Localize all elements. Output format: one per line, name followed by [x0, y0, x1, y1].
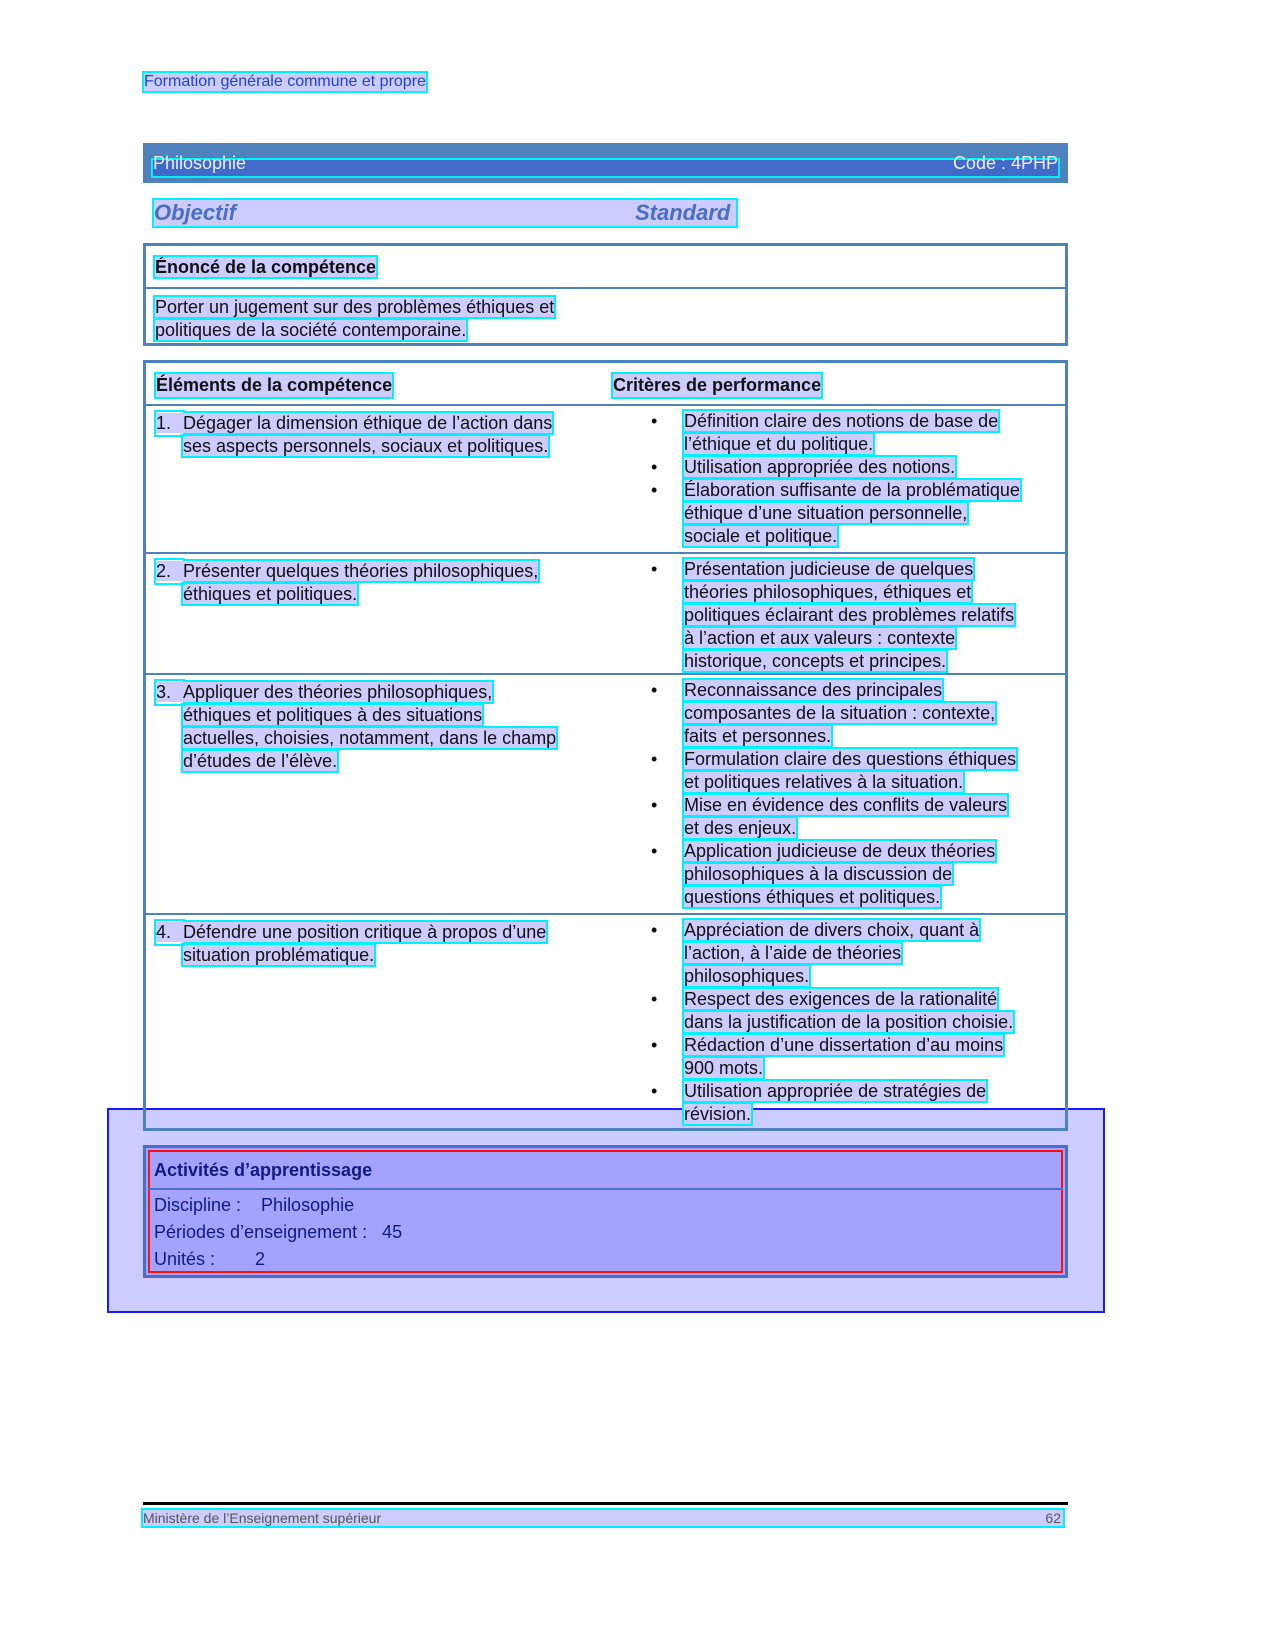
- criterion-text: théories philosophiques, éthiques et: [684, 582, 972, 602]
- criterion-text: Mise en évidence des conflits de valeurs: [684, 795, 1008, 815]
- criterion-item: [651, 456, 1051, 479]
- criterion-text: Respect des exigences de la rationalité: [684, 989, 998, 1009]
- criterion-text: composantes de la situation : contexte,: [684, 703, 996, 723]
- page-number: 62: [1045, 1510, 1061, 1526]
- activities-box: [143, 1145, 1068, 1278]
- criterion-text: 900 mots.: [684, 1058, 764, 1078]
- element-text: Présenter quelques théories philosophiques,: [183, 561, 539, 581]
- criterion-text: Utilisation appropriée de stratégies de: [684, 1081, 987, 1101]
- criterion-text: Application judicieuse de deux théories: [684, 841, 996, 861]
- element-text: ses aspects personnels, sociaux et politiques.: [183, 436, 549, 456]
- table-row: [146, 915, 1065, 1130]
- criterion-item: [651, 840, 1051, 909]
- criterion-item: [651, 919, 1051, 988]
- enonce-line: Porter un jugement sur des problèmes éthiques et: [155, 297, 555, 317]
- periodes-label: Périodes d’enseignement :: [154, 1222, 368, 1242]
- table-row: [146, 675, 1065, 915]
- element-text: actuelles, choisies, notamment, dans le champ: [183, 728, 557, 748]
- enonce-box: [143, 243, 1068, 346]
- footer-ministry: Ministère de l’Enseignement supérieur: [143, 1510, 382, 1526]
- criterion-item: [651, 410, 1051, 456]
- discipline-label: Discipline :: [154, 1195, 242, 1215]
- criterion-item: [651, 1080, 1051, 1126]
- criterion-text: dans la justification de la position choisie.: [684, 1012, 1014, 1032]
- objectif-label: Objectif: [154, 200, 236, 225]
- activities-title: Activités d’apprentissage: [154, 1160, 373, 1180]
- element-number: 2.: [156, 561, 172, 581]
- criterion-text: questions éthiques et politiques.: [684, 887, 941, 907]
- course-name: Philosophie: [153, 153, 247, 173]
- table-row: [146, 406, 1065, 554]
- course-code: Code : 4PHP: [952, 153, 1058, 173]
- criterion-item: [651, 479, 1051, 548]
- standard-label: Standard: [635, 200, 731, 225]
- course-title-bar: [143, 143, 1068, 183]
- element-number: 3.: [156, 682, 172, 702]
- element-text: Dégager la dimension éthique de l’action dans: [183, 413, 553, 433]
- criterion-text: philosophiques à la discussion de: [684, 864, 953, 884]
- criterion-text: Rédaction d’une dissertation d’au moins: [684, 1035, 1004, 1055]
- criterion-item: [651, 988, 1051, 1034]
- footer-rule: [143, 1502, 1068, 1505]
- criterion-text: l’éthique et du politique.: [684, 434, 874, 454]
- competence-table: [143, 360, 1068, 1131]
- criterion-text: sociale et politique.: [684, 526, 838, 546]
- element-text: Défendre une position critique à propos d’une: [183, 922, 547, 942]
- col-elements-header: Éléments de la compétence: [156, 375, 393, 395]
- program-heading: Formation générale commune et propre: [144, 73, 426, 90]
- criterion-text: Élaboration suffisante de la problématique: [684, 480, 1020, 500]
- criterion-item: [651, 558, 1051, 673]
- criterion-text: et politiques relatives à la situation.: [684, 772, 964, 792]
- element-text: éthiques et politiques.: [183, 584, 358, 604]
- unites-label: Unités :: [154, 1249, 216, 1269]
- criterion-text: et des enjeux.: [684, 818, 797, 838]
- criterion-text: Formulation claire des questions éthiques: [684, 749, 1017, 769]
- footer: [143, 1510, 1063, 1526]
- element-text: d’études de l’élève.: [183, 751, 338, 771]
- criterion-text: à l’action et aux valeurs : contexte: [684, 628, 956, 648]
- element-text: situation problématique.: [183, 945, 375, 965]
- criterion-text: l’action, à l’aide de théories: [684, 943, 902, 963]
- criterion-text: Utilisation appropriée des notions.: [684, 457, 956, 477]
- criterion-text: Présentation judicieuse de quelques: [684, 559, 974, 579]
- element-number: 4.: [156, 922, 172, 942]
- table-row: [146, 554, 1065, 675]
- criterion-text: Définition claire des notions de base de: [684, 411, 999, 431]
- element-text: éthiques et politiques à des situations: [183, 705, 483, 725]
- criterion-text: Reconnaissance des principales: [684, 680, 943, 700]
- criterion-text: éthique d’une situation personnelle,: [684, 503, 968, 523]
- criterion-text: Appréciation de divers choix, quant à: [684, 920, 980, 940]
- criterion-item: [651, 679, 1051, 748]
- criterion-text: politiques éclairant des problèmes relatifs: [684, 605, 1015, 625]
- col-criteres-header: Critères de performance: [613, 375, 822, 395]
- criterion-item: [651, 1034, 1051, 1080]
- enonce-title: Énoncé de la compétence: [155, 257, 377, 277]
- periodes-value: 45: [382, 1222, 403, 1242]
- criterion-text: révision.: [684, 1104, 752, 1124]
- criterion-text: philosophiques.: [684, 966, 810, 986]
- criterion-item: [651, 748, 1051, 794]
- criterion-item: [651, 794, 1051, 840]
- criterion-text: faits et personnes.: [684, 726, 832, 746]
- criterion-text: historique, concepts et principes.: [684, 651, 947, 671]
- discipline-value: Philosophie: [261, 1195, 355, 1215]
- element-text: Appliquer des théories philosophiques,: [183, 682, 493, 702]
- element-number: 1.: [156, 413, 172, 433]
- objective-standard-row: [154, 200, 736, 226]
- unites-value: 2: [255, 1249, 266, 1269]
- enonce-line: politiques de la société contemporaine.: [155, 320, 467, 340]
